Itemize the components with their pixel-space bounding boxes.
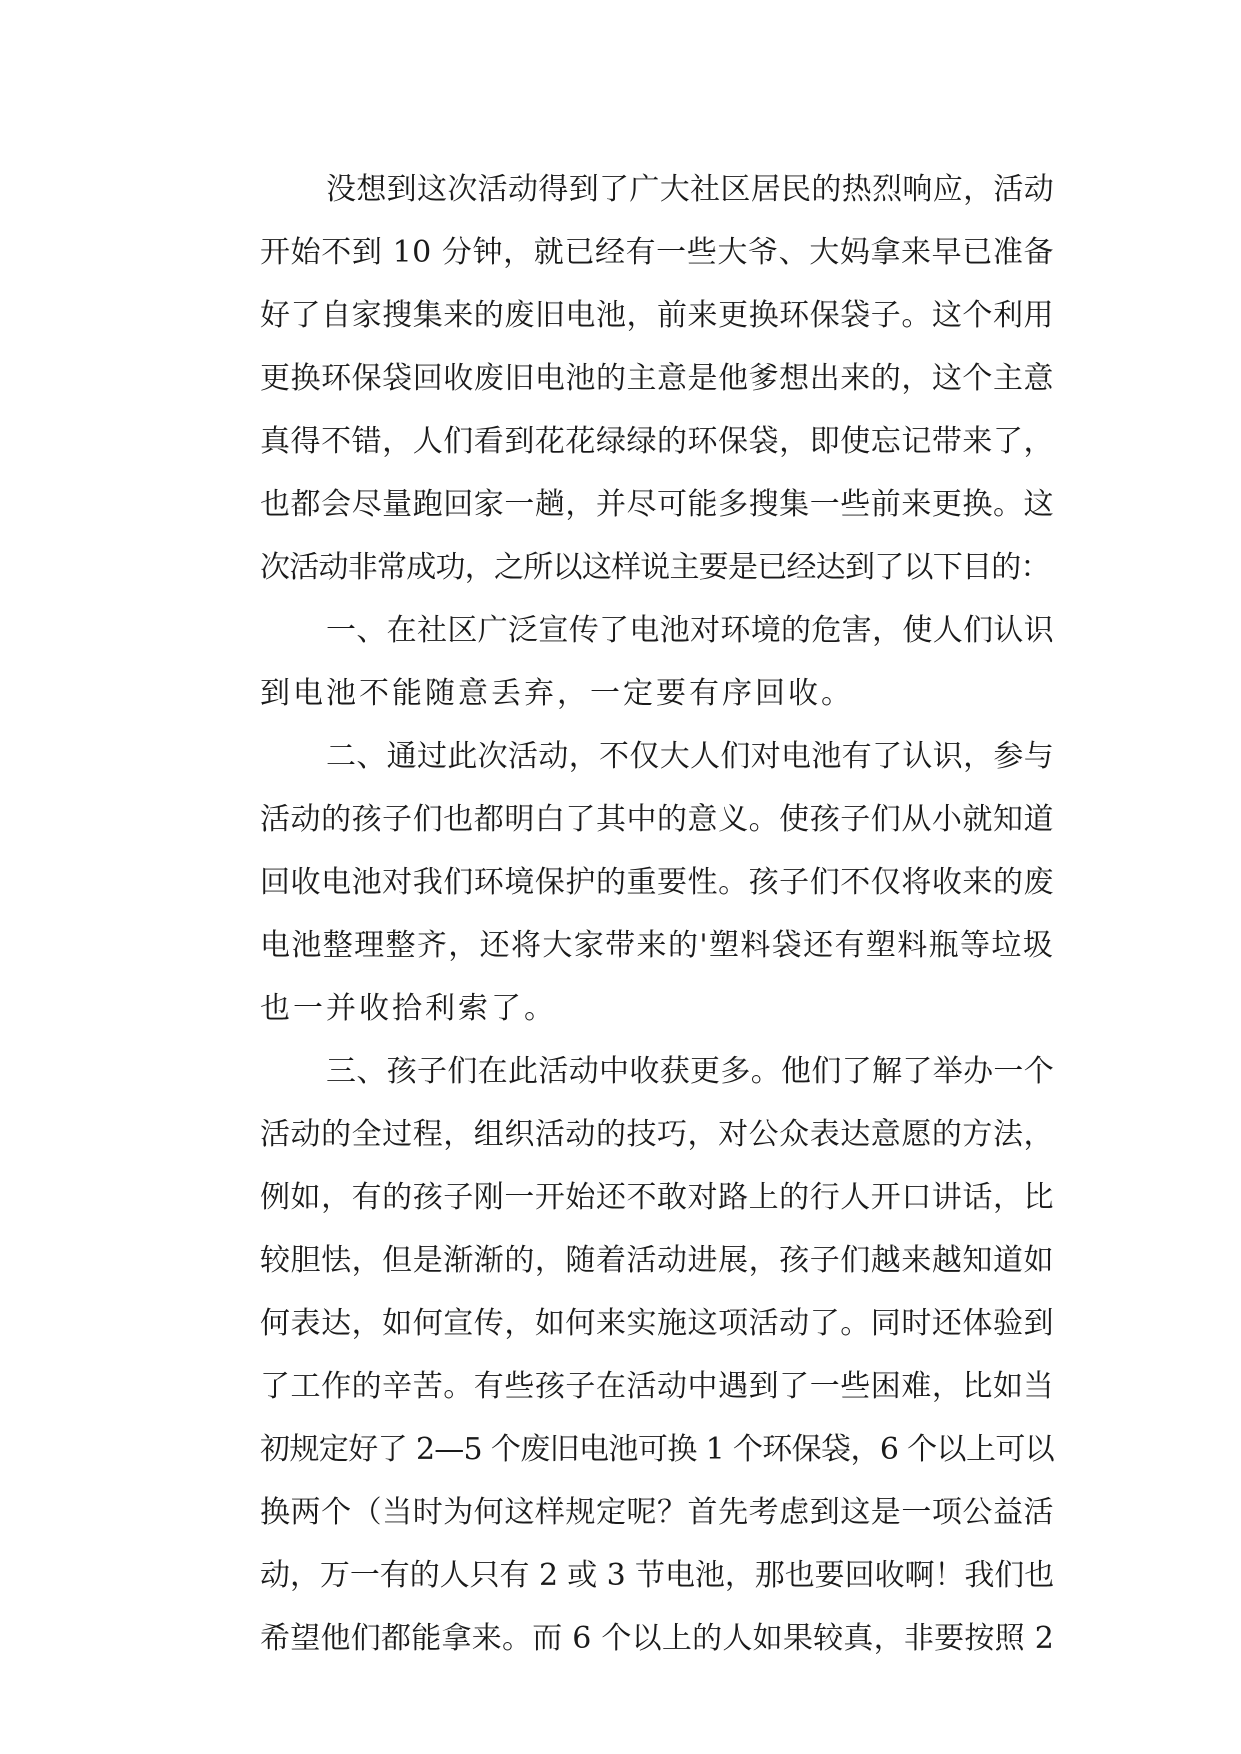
text-line: 较胆怯，但是渐渐的，随着活动进展，孩子们越来越知道如 — [260, 1243, 1054, 1278]
text-line: 希望他们都能拿来。而 6 个以上的人如果较真，非要按照 2 — [260, 1621, 1055, 1656]
text-line: 动，万一有的人只有 2 或 3 节电池，那也要回收啊！我们也 — [260, 1558, 1054, 1593]
text-line: 电池整理整齐，还将大家带来的'塑料袋还有塑料瓶等垃圾 — [260, 928, 1054, 963]
paragraph-point-one — [194, 599, 1054, 725]
text-line: 三、孩子们在此活动中收获更多。他们了解了举办一个 — [326, 1054, 1054, 1089]
text-line: 到电池不能随意丢弃，一定要有序回收。 — [260, 676, 854, 711]
document-body — [194, 158, 1054, 1670]
paragraph-point-two — [194, 725, 1054, 1040]
text-line: 一、在社区广泛宣传了电池对环境的危害，使人们认识 — [326, 613, 1054, 648]
text-line: 何表达，如何宣传，如何来实施这项活动了。同时还体验到 — [260, 1306, 1054, 1341]
text-line: 也都会尽量跑回家一趟，并尽可能多搜集一些前来更换。这 — [260, 487, 1054, 522]
text-line: 次活动非常成功，之所以这样说主要是已经达到了以下目的： — [260, 550, 1050, 585]
text-line: 例如，有的孩子刚一开始还不敢对路上的行人开口讲话，比 — [260, 1180, 1054, 1215]
text-line: 活动的全过程，组织活动的技巧，对公众表达意愿的方法， — [260, 1117, 1054, 1152]
text-line: 换两个（当时为何这样规定呢？首先考虑到这是一项公益活 — [260, 1495, 1054, 1530]
text-line: 了工作的辛苦。有些孩子在活动中遇到了一些困难，比如当 — [260, 1369, 1054, 1404]
text-line: 回收电池对我们环境保护的重要性。孩子们不仅将收来的废 — [260, 865, 1054, 900]
text-line: 也一并收拾利索了。 — [260, 991, 557, 1026]
text-line: 好了自家搜集来的废旧电池，前来更换环保袋子。这个利用 — [260, 298, 1054, 333]
paragraph-point-three — [194, 1040, 1054, 1670]
text-line: 真得不错，人们看到花花绿绿的环保袋，即使忘记带来了， — [260, 424, 1054, 459]
paragraph-intro — [194, 158, 1054, 599]
text-line: 初规定好了 2—5 个废旧电池可换 1 个环保袋，6 个以上可以 — [260, 1432, 1054, 1467]
text-line: 开始不到 10 分钟，就已经有一些大爷、大妈拿来早已准备 — [260, 235, 1054, 270]
text-line: 没想到这次活动得到了广大社区居民的热烈响应，活动 — [326, 172, 1054, 207]
text-line: 活动的孩子们也都明白了其中的意义。使孩子们从小就知道 — [260, 802, 1054, 837]
text-line: 二、通过此次活动，不仅大人们对电池有了认识，参与 — [326, 739, 1054, 774]
text-line: 更换环保袋回收废旧电池的主意是他爹想出来的，这个主意 — [260, 361, 1054, 396]
